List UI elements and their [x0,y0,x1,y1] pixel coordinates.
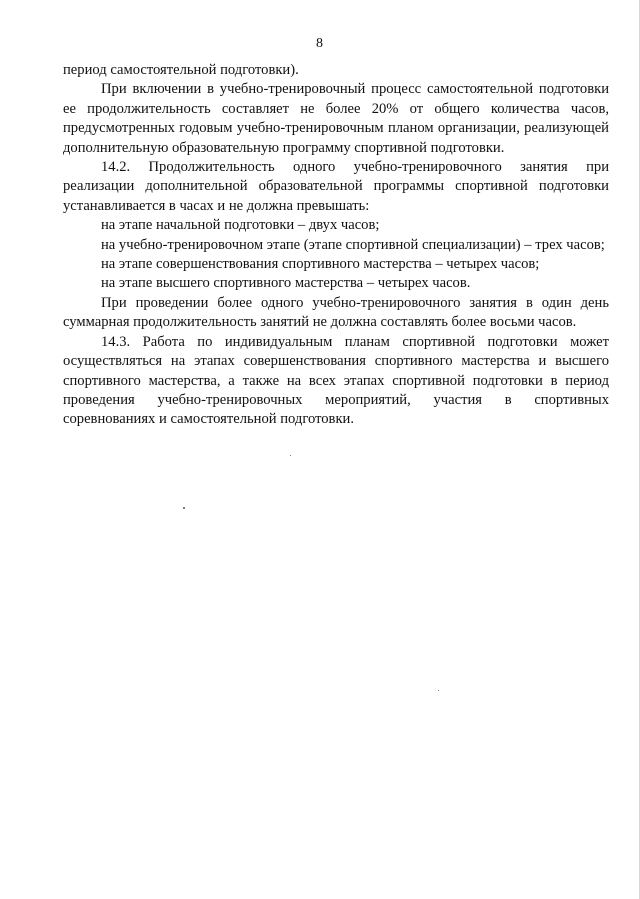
document-body [63,61,609,430]
paragraph-improvement-stage: на этапе совершенствования спортивного мастерства – четырех часов; [101,256,540,273]
paragraph-highest-stage: на этапе высшего спортивного мастерства – четырех часов. [101,275,471,292]
scan-speck [438,690,439,691]
paragraph-initial-stage: на этапе начальной подготовки – двух часов; [101,217,380,234]
paragraph-multiple-sessions: При проведении более одного учебно-тренировочного занятия в один день суммарная продолжительность занятий не должна составлять более восьми часов. [63,294,609,331]
paragraph-14-2: 14.2. Продолжительность одного учебно-тренировочного занятия при реализации дополнительной образовательной программы спортивной подготовки устанавливается в часах и не должна превышать: [63,159,609,214]
scan-speck [183,507,185,509]
page-number: 8 [316,36,323,51]
paragraph-continuation: период самостоятельной подготовки). [63,62,299,78]
paragraph-self-training-share: При включении в учебно-тренировочный процесс самостоятельной подготовки ее продолжительность составляет не более 20% от общего количества часов, предусмотренных годовым учебно-тренировочным планом организации, реализующей дополнительную образовательную программу спортивной подготовки. [63,81,609,156]
scan-speck [290,455,291,456]
paragraph-training-stage: на учебно-тренировочном этапе (этапе спортивной специализации) – трех часов; [101,236,605,253]
paragraph-14-3: 14.3. Работа по индивидуальным планам спортивной подготовки может осуществляться на этапах совершенствования спортивного мастерства и высшего спортивного мастерства, а также на всех этапах спортивной подготовки в период проведения учебно-тренировочных мероприятий, участия в спортивных соревнованиях и самостоятельной подготовки. [63,333,609,428]
